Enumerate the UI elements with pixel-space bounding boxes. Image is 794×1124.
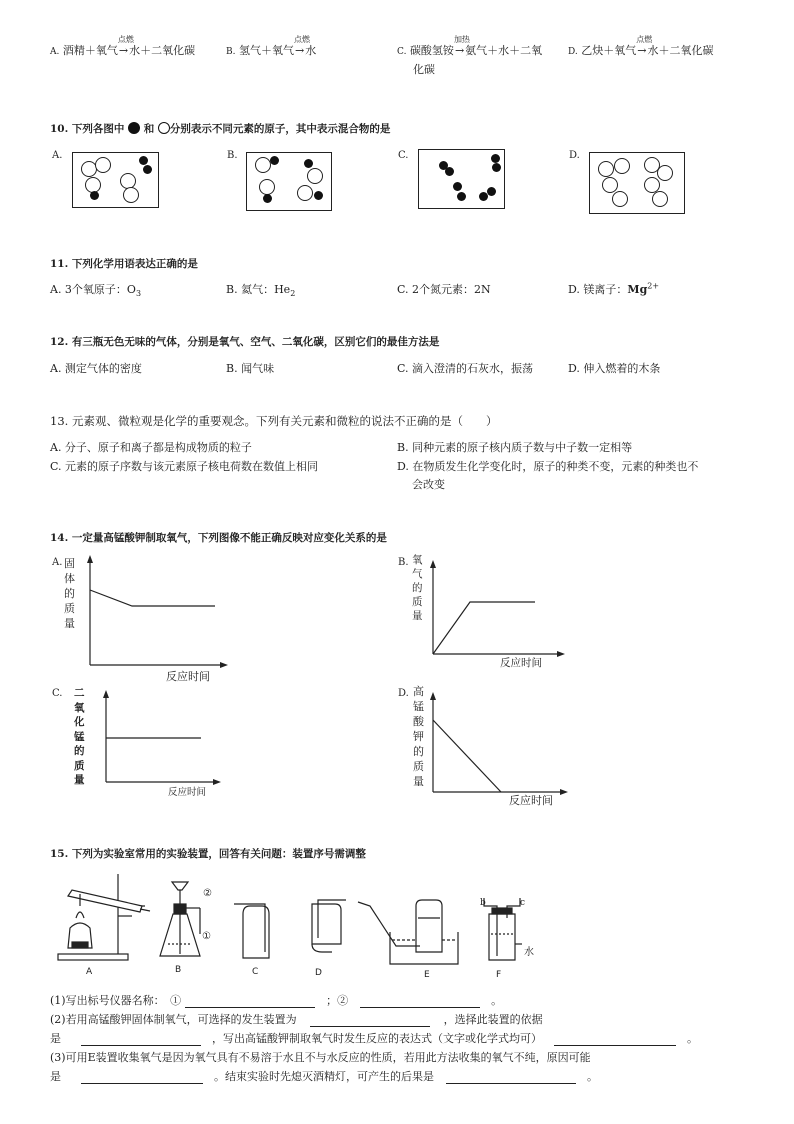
black-atom-icon [143,165,152,174]
option-letter: D. [568,47,578,57]
apparatus-c [234,904,269,958]
q12-option-d: D. 伸入燃着的木条 [568,362,661,375]
q10-stem [50,121,390,136]
reaction-arrow: 点燃 → [117,35,134,57]
black-atom-icon [453,182,462,191]
q15-line-1 [50,992,502,1008]
q10-diagram-d [589,152,685,214]
option-text: B. 氦气：He [226,283,291,296]
q10-option-a-letter: A. [52,150,63,161]
reaction-arrow: 点燃 → [636,35,653,57]
q13-option-b: B. 同种元素的原子核内质子数与中子数一定相等 [397,441,633,454]
q11-option-b [226,281,295,298]
q14-graph-a [80,553,230,683]
answer-blank-1[interactable] [185,995,315,1008]
answer-blank-3[interactable] [310,1014,430,1027]
q13-option-a: A. 分子、原子和离子都是构成物质的粒子 [50,441,252,454]
apparatus-e [358,900,458,964]
q14-stem: 14. 一定量高锰酸钾制取氧气，下列图像不能正确反映对应变化关系的是 [50,532,387,544]
line-text: 是 [50,1032,61,1045]
black-atom-icon [90,191,99,200]
q15-line-5 [50,1068,598,1084]
mark-2-label: ② [203,888,212,899]
q14-b-xlabel: 反应时间 [500,657,542,669]
q9-option-c-continued: 化碳 [413,63,435,76]
line-text: ，选择此装置的依据 [443,1013,543,1026]
condition: 点燃 [293,35,310,44]
black-atom-icon [263,194,272,203]
answer-blank-7[interactable] [446,1071,576,1084]
white-atom-icon [598,161,614,177]
q13-option-d-continued: 会改变 [412,478,445,491]
option-letter: C. [397,47,407,57]
q14-option-a-letter: A. [52,557,63,568]
apparatus-d [312,900,346,952]
answer-blank-4[interactable] [81,1033,201,1046]
tube-b-label: b [480,898,486,908]
ion-symbol: Mg [627,283,648,296]
line-text: 是 [50,1070,61,1083]
black-atom-icon [491,154,500,163]
white-atom-icon [612,191,628,207]
line-text: 。 [587,1070,598,1083]
q11-option-a [50,281,141,298]
stem-part: 分别表示不同元素的原子，其中表示混合物的是 [169,123,391,135]
black-atom-icon [487,187,496,196]
q11-stem: 11. 下列化学用语表达正确的是 [50,258,198,270]
q10-diagram-b [246,152,332,211]
q14-option-b-letter: B. [398,557,409,568]
apparatus-b [160,882,200,956]
q9-option-d [568,35,714,58]
q14-graph-d [423,690,573,800]
q13-option-c: C. 元素的原子序数与该元素原子核电荷数在数值上相同 [50,460,319,473]
reaction-arrow: 加热 → [453,35,470,57]
white-atom-icon [259,179,275,195]
q10-option-b-letter: B. [227,150,238,161]
reaction-arrow: 点燃 → [293,35,310,57]
q13-option-d: D. 在物质发生化学变化时，原子的种类不变，元素的种类也不 [397,460,699,473]
black-atom-icon [492,163,501,172]
black-atom-icon [139,156,148,165]
reactants: 碳酸氢铵 [409,44,454,57]
reactants: 氢气＋氧气 [238,44,294,57]
q15-apparatus-figure [50,866,550,986]
black-atom-icon [457,192,466,201]
black-atom-icon [270,156,279,165]
q11-option-c: C. 2个氮元素：2N [397,283,491,296]
water-label: 水 [524,947,534,958]
q12-option-b: B. 闻气味 [226,362,275,375]
q9-option-c [397,35,543,58]
condition: 点燃 [636,35,653,44]
white-atom-icon [657,165,673,181]
option-letter: B. [226,47,236,57]
white-atom-icon [602,177,618,193]
condition: 点燃 [117,35,134,44]
q14-c-ylabel: 二氧化锰的质量 [74,687,85,786]
q15-line-3 [50,1030,698,1046]
white-atom-icon [614,158,630,174]
white-atom-icon [307,168,323,184]
white-atom-icon [95,157,111,173]
white-atom-icon [652,191,668,207]
q12-option-a: A. 测定气体的密度 [50,362,142,375]
q10-option-d-letter: D. [569,150,580,161]
black-atom-icon [314,191,323,200]
superscript: 2+ [647,281,660,291]
apparatus-a [58,874,150,960]
reactants: 乙炔＋氧气 [581,44,637,57]
products: 氨气＋水＋二氧 [465,44,543,57]
q15-line-2 [50,1011,543,1027]
mark-1-label: ① [202,931,211,942]
stem-part: 10. 下列各图中 [50,123,125,135]
white-atom-icon [123,187,139,203]
products: 水 [305,44,317,57]
q10-diagram-c [418,149,505,209]
stem-part: 和 [143,123,155,135]
products: 水＋二氧化碳 [129,44,196,57]
line-text: 。 [687,1032,698,1045]
line-text: ；② [326,994,349,1007]
answer-blank-5[interactable] [554,1033,676,1046]
q14-c-xlabel: 反应时间 [168,787,207,798]
black-atom-icon [445,167,454,176]
q15-stem: 15. 下列为实验室常用的实验装置，回答有关问题：装置序号需调整 [50,848,366,860]
products: 水＋二氧化碳 [647,44,714,57]
q14-d-xlabel: 反应时间 [509,794,553,807]
q12-option-c: C. 滴入澄清的石灰水，振荡 [397,362,534,375]
apparatus-f [484,898,522,960]
q14-b-ylabel: 氧气的质量 [412,554,423,622]
q14-a-xlabel: 反应时间 [166,670,210,683]
option-text: A. 3个氧原子：O [50,283,136,296]
q9-option-a [50,35,196,58]
black-atom-icon [304,159,313,168]
tube-c-label: c [520,898,526,908]
subscript: 3 [135,289,142,299]
q10-diagram-a [72,152,159,208]
line-text: 。结束实验时先熄灭酒精灯，可产生的后果是 [214,1070,434,1083]
q9-option-b [226,35,317,58]
line-text: ，写出高锰酸钾制取氧气时发生反应的表达式（文字或化学式均可） [212,1032,542,1045]
apparatus-label-f: F [496,970,502,980]
line-text: 。 [491,994,503,1007]
option-text: D. 镁离子： [568,283,628,296]
reactants: 酒精＋氧气 [62,44,118,57]
apparatus-label-d: D [315,968,322,978]
q14-d-ylabel: 高锰酸钾的质量 [413,685,424,788]
answer-blank-6[interactable] [81,1071,203,1084]
apparatus-label-a: A [86,967,93,977]
black-atom-icon [128,122,140,134]
q10-option-c-letter: C. [398,150,409,161]
q15-line-4: (3)可用E装置收集氧气是因为氧气具有不易溶于水且不与水反应的性质，若用此方法收集的氧气不纯，原因可能 [50,1051,591,1064]
option-letter: A. [50,47,60,57]
q13-stem: 13. 元素观、微粒观是化学的重要观念。下列有关元素和微粒的说法不正确的是（ ） [50,414,498,428]
q14-a-ylabel: 固体的质量 [64,557,77,630]
q11-option-d [568,281,659,297]
q14-option-c-letter: C. [52,688,63,699]
subscript: 2 [290,289,296,299]
line-text: (1)写出标号仪器名称： ① [50,994,182,1007]
answer-blank-2[interactable] [360,995,480,1008]
q14-option-d-letter: D. [398,688,409,699]
white-atom-icon [158,122,170,134]
line-text: (2)若用高锰酸钾固体制氧气，可选择的发生装置为 [50,1013,297,1026]
white-atom-icon [255,157,271,173]
apparatus-label-c: C [252,967,259,977]
condition: 加热 [453,35,470,44]
q14-graph-b [423,558,568,658]
apparatus-label-e: E [424,970,430,980]
apparatus-label-b: B [175,965,182,975]
white-atom-icon [297,185,313,201]
q14-graph-c [96,688,226,788]
q12-stem: 12. 有三瓶无色无味的气体，分别是氧气、空气、二氧化碳，区别它们的最佳方法是 [50,336,440,348]
